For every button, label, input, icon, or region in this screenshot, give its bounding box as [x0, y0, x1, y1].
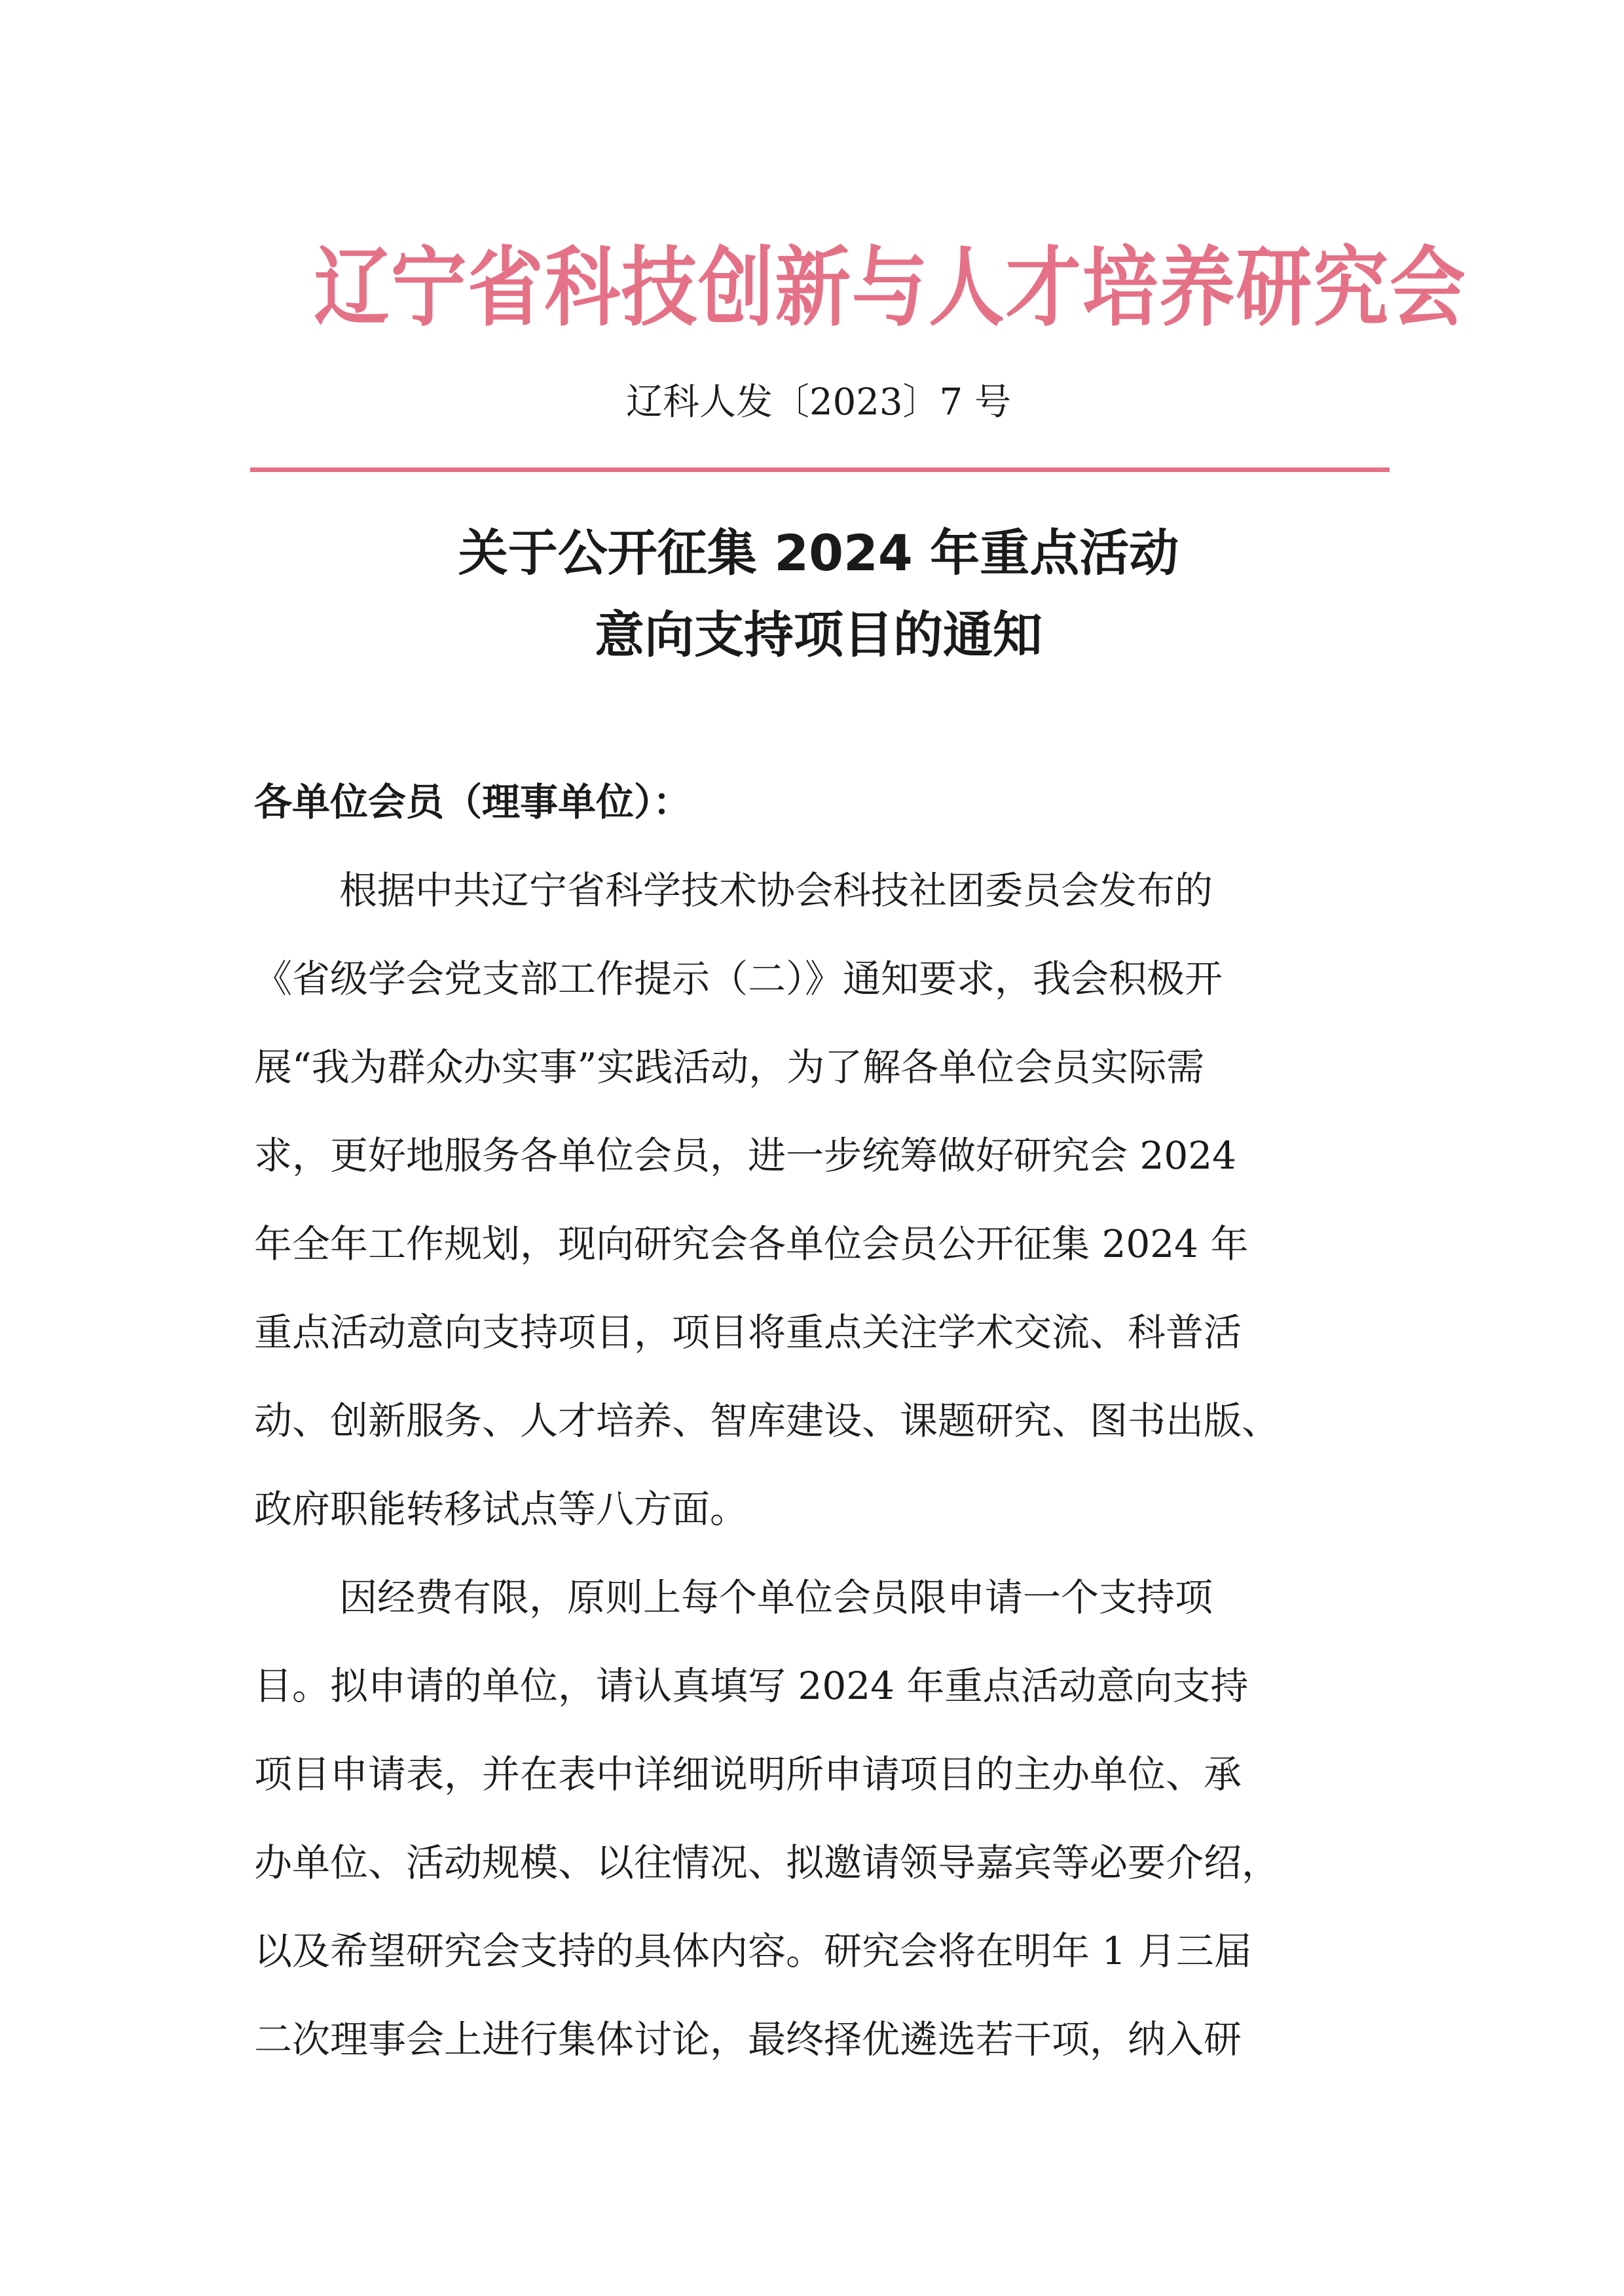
paragraph-2-line-4: 办单位、活动规模、以往情况、拟邀请领导嘉宾等必要介绍，	[254, 1840, 1280, 1885]
paragraph-2-line-1: 因经费有限，原则上每个单位会员限申请一个支持项	[339, 1575, 1213, 1620]
paragraph-2-line-5: 以及希望研究会支持的具体内容。研究会将在明年 1 月三届	[254, 1929, 1252, 1973]
paragraph-1-line-4: 求，更好地服务各单位会员，进一步统筹做好研究会 2024	[254, 1133, 1237, 1178]
paragraph-1-line-8: 政府职能转移试点等八方面。	[254, 1487, 748, 1531]
paragraph-1-line-3: 展“我为群众办实事”实践活动，为了解各单位会员实际需	[254, 1045, 1205, 1089]
salutation: 各单位会员（理事单位）：	[254, 780, 692, 824]
paragraph-2-line-6: 二次理事会上进行集体讨论，最终择优遴选若干项，纳入研	[254, 2017, 1242, 2062]
paragraph-1-line-7: 动、创新服务、人才培养、智库建设、课题研究、图书出版、	[254, 1398, 1280, 1443]
paragraph-2-line-2: 目。拟申请的单位，请认真填写 2024 年重点活动意向支持	[254, 1664, 1249, 1708]
paragraph-1-line-6: 重点活动意向支持项目，项目将重点关注学术交流、科普活	[254, 1310, 1242, 1355]
paragraph-2-line-3: 项目申请表，并在表中详细说明所申请项目的主办单位、承	[254, 1752, 1242, 1796]
red-divider-line	[250, 467, 1390, 472]
notice-title-line-2: 意向支持项目的通知	[595, 606, 1043, 664]
org-name-header: 辽宁省科技创新与人才培养研究会	[314, 238, 1467, 338]
paragraph-1-line-1: 根据中共辽宁省科学技术协会科技社团委员会发布的	[339, 868, 1213, 913]
paragraph-1-line-5: 年全年工作规划，现向研究会各单位会员公开征集 2024 年	[254, 1222, 1249, 1266]
notice-title-line-1: 关于公开征集 2024 年重点活动	[458, 524, 1179, 582]
paragraph-1-line-2: 《省级学会党支部工作提示（二）》通知要求，我会积极开	[254, 957, 1223, 1001]
document-number: 辽科人发〔2023〕7 号	[626, 381, 1011, 424]
